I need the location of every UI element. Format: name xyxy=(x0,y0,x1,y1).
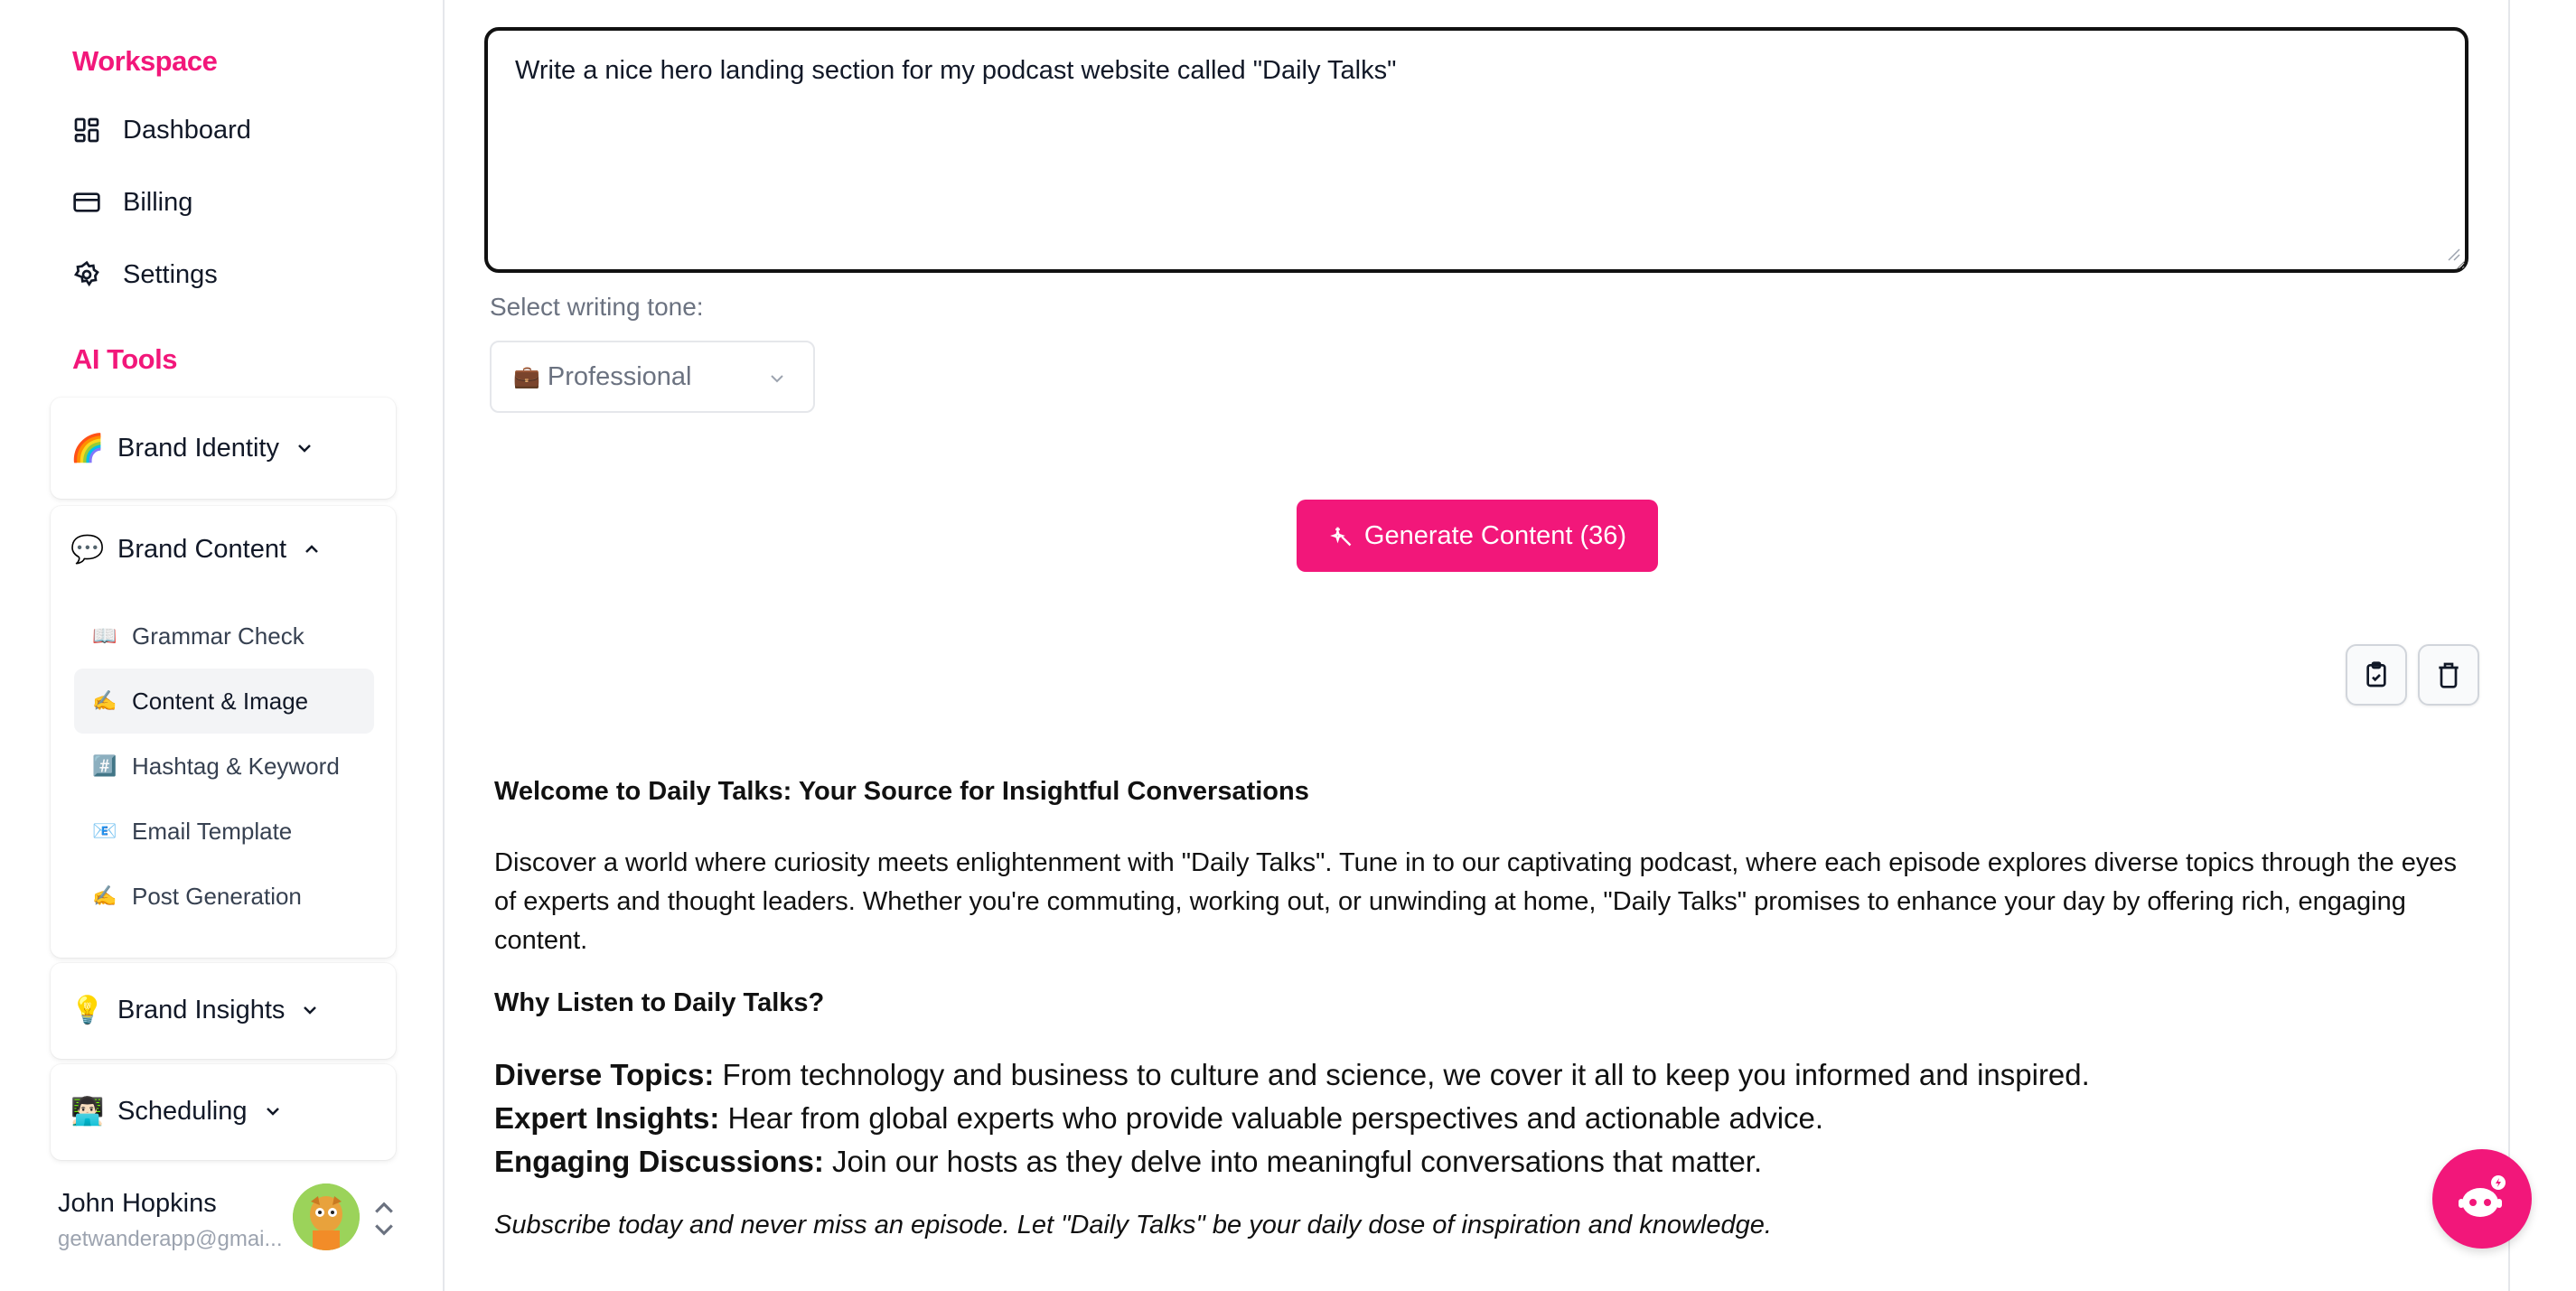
workspace-section-title: Workspace xyxy=(72,45,218,77)
tone-select[interactable] xyxy=(490,341,815,413)
brand-content-toggle[interactable] xyxy=(70,528,323,571)
brand-insights-toggle[interactable] xyxy=(70,988,321,1032)
nav-dashboard[interactable] xyxy=(72,105,251,155)
nav-billing-label: Billing xyxy=(123,187,193,217)
chevron-up-icon xyxy=(301,538,323,560)
light-bulb-icon: 💡 xyxy=(70,995,105,1025)
output-bullet xyxy=(494,1053,2090,1097)
email-icon: 📧 xyxy=(92,819,117,842)
sub-item-label: Email Template xyxy=(132,817,293,845)
bullet-text: From technology and business to culture and science, we cover it all to keep you informed and inspired. xyxy=(714,1058,2090,1091)
sub-item-email-template[interactable] xyxy=(74,799,374,864)
generated-output xyxy=(494,777,2473,1240)
chevron-down-icon xyxy=(299,999,321,1021)
output-closing: Subscribe today and never miss an episode. Let "Daily Talks" be your daily dose of inspiration and knowledge. xyxy=(494,1211,1772,1240)
technologist-icon: 👨🏻‍💻 xyxy=(70,1096,105,1127)
clipboard-check-icon xyxy=(2362,660,2391,689)
speech-bubble-icon: 💬 xyxy=(70,534,105,565)
brand-content-card xyxy=(51,506,396,958)
output-paragraph: Discover a world where curiosity meets enlightenment with "Daily Talks". Tune in to our captivating podcast, where each episode explores diverse topics through the eyes of experts and thought leaders. Whether you're commuting, working out, or unwinding at home, "Daily Talks" promises to enhance your day by offering rich, engaging content. xyxy=(494,848,2457,955)
sub-item-label: Content & Image xyxy=(132,687,309,715)
book-icon: 📖 xyxy=(92,624,117,647)
delete-button[interactable] xyxy=(2418,644,2479,706)
prompt-input[interactable] xyxy=(484,27,2468,273)
scheduling-toggle[interactable] xyxy=(70,1090,284,1133)
chatbot-button[interactable] xyxy=(2432,1149,2532,1249)
hashtag-icon: #️⃣ xyxy=(92,754,117,777)
chevron-down-icon xyxy=(766,368,788,389)
brand-identity-toggle[interactable] xyxy=(70,426,315,470)
scheduling-card xyxy=(51,1064,396,1160)
generate-content-button[interactable] xyxy=(1297,500,1658,572)
user-email: getwanderapp@gmai... xyxy=(58,1227,283,1251)
sub-item-grammar-check[interactable] xyxy=(74,603,374,669)
brand-insights-card xyxy=(51,963,396,1059)
brand-identity-label: Brand Identity xyxy=(117,433,279,463)
nav-billing[interactable] xyxy=(72,177,192,228)
ai-tools-section-title: AI Tools xyxy=(72,343,177,375)
bullet-title: Expert Insights: xyxy=(494,1101,720,1135)
scheduling-label: Scheduling xyxy=(117,1096,248,1126)
bullet-title: Engaging Discussions: xyxy=(494,1145,824,1178)
nav-dashboard-label: Dashboard xyxy=(123,115,251,145)
output-subheading: Why Listen to Daily Talks? xyxy=(494,988,825,1017)
nav-settings[interactable] xyxy=(72,249,218,300)
output-bullet xyxy=(494,1097,2090,1140)
output-heading: Welcome to Daily Talks: Your Source for Insightful Conversations xyxy=(494,777,1309,806)
avatar-illustration-icon xyxy=(293,1183,360,1250)
resize-grip-icon[interactable] xyxy=(2443,244,2461,262)
rainbow-icon: 🌈 xyxy=(70,433,105,463)
copy-button[interactable] xyxy=(2346,644,2407,706)
writing-hand-icon: ✍️ xyxy=(92,689,117,712)
sub-item-label: Post Generation xyxy=(132,882,302,910)
tone-value: Professional xyxy=(547,361,692,391)
bullet-text: Hear from global experts who provide valuable perspectives and actionable advice. xyxy=(719,1101,1824,1135)
dashboard-icon xyxy=(72,116,101,145)
tone-label: Select writing tone: xyxy=(490,293,704,321)
sparkles-icon xyxy=(1328,523,1354,548)
bullet-title: Diverse Topics: xyxy=(494,1058,715,1091)
user-menu[interactable] xyxy=(58,1183,410,1256)
avatar[interactable] xyxy=(293,1183,360,1250)
sub-item-hashtag-keyword[interactable] xyxy=(74,734,374,799)
chevron-down-icon xyxy=(294,437,315,459)
credit-card-icon xyxy=(72,188,101,217)
sub-item-post-generation[interactable] xyxy=(74,864,374,929)
gear-icon xyxy=(72,260,101,289)
sub-item-content-image[interactable] xyxy=(74,669,374,734)
robot-icon xyxy=(2453,1170,2511,1228)
sidebar xyxy=(0,0,445,1291)
output-bullet-list xyxy=(494,1053,2090,1183)
sub-item-label: Hashtag & Keyword xyxy=(132,752,340,780)
chevron-down-icon xyxy=(262,1100,284,1122)
sub-item-label: Grammar Check xyxy=(132,622,304,650)
brand-identity-card xyxy=(51,398,396,499)
generate-content-label: Generate Content (36) xyxy=(1363,520,1627,550)
trash-icon xyxy=(2434,660,2463,689)
brand-insights-label: Brand Insights xyxy=(117,995,286,1024)
brand-content-label: Brand Content xyxy=(117,534,287,564)
main-content xyxy=(446,0,2510,1291)
briefcase-icon: 💼 xyxy=(513,364,540,389)
nav-settings-label: Settings xyxy=(123,259,218,289)
output-bullet xyxy=(494,1140,2090,1183)
user-name: John Hopkins xyxy=(58,1189,217,1218)
chevron-up-down-icon[interactable] xyxy=(370,1196,398,1241)
writing-hand-icon: ✍️ xyxy=(92,884,117,907)
bullet-text: Join our hosts as they delve into meaningful conversations that matter. xyxy=(823,1145,1763,1178)
